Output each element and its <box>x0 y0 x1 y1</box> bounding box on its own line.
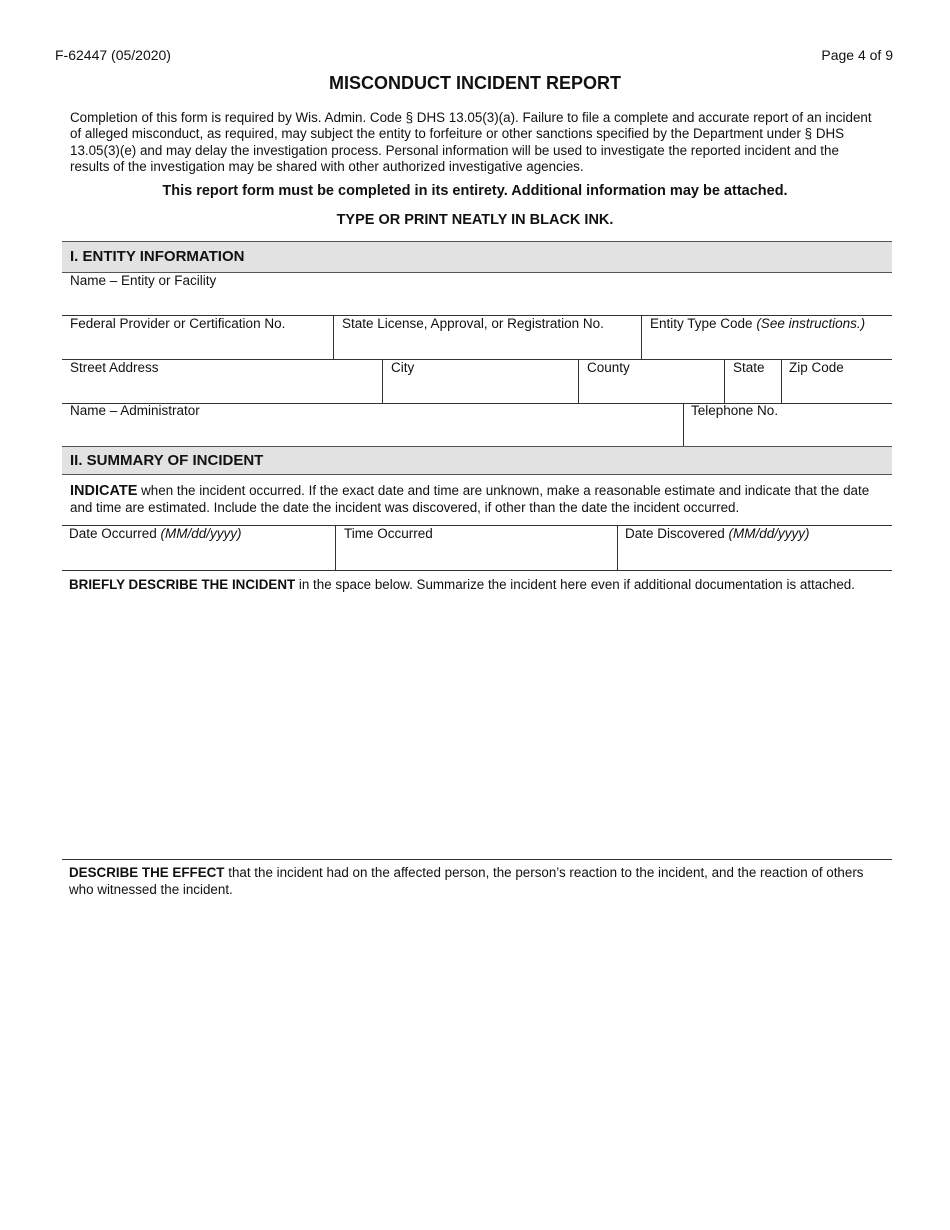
state-license-label: State License, Approval, or Registration No. <box>342 316 604 331</box>
street-address-field[interactable] <box>62 378 381 402</box>
divider <box>62 570 892 571</box>
state-label: State <box>733 360 765 375</box>
page-number: Page 4 of 9 <box>821 47 893 63</box>
state-field[interactable] <box>725 378 780 402</box>
divider <box>62 859 892 860</box>
telephone-field[interactable] <box>684 421 892 445</box>
zip-code-field[interactable] <box>782 378 892 402</box>
county-label: County <box>587 360 630 375</box>
county-field[interactable] <box>579 378 723 402</box>
entity-type-code-field[interactable] <box>642 334 892 358</box>
state-license-field[interactable] <box>334 334 640 358</box>
entity-name-field[interactable] <box>62 290 892 314</box>
completion-notice: This report form must be completed in its entirety. Additional information may be attached. <box>162 183 788 199</box>
administrator-label: Name – Administrator <box>70 403 200 418</box>
date-discovered-text: Date Discovered <box>625 526 729 541</box>
time-occurred-label: Time Occurred <box>344 526 433 541</box>
describe-lead: BRIEFLY DESCRIBE THE INCIDENT <box>69 577 296 592</box>
date-occurred-format: (MM/dd/yyyy) <box>160 526 242 541</box>
section-summary-header: II. SUMMARY OF INCIDENT <box>62 446 892 475</box>
indicate-instructions <box>70 483 885 516</box>
describe-incident-instructions <box>69 577 899 594</box>
indicate-lead: INDICATE <box>70 483 138 499</box>
date-occurred-text: Date Occurred <box>69 526 161 541</box>
street-address-label: Street Address <box>70 360 159 375</box>
incident-description-field[interactable] <box>62 598 892 856</box>
effect-text: that the incident had on the affected person, the person’s reaction to the incident, and the reaction of others who witnessed the incident. <box>69 865 864 897</box>
describe-effect-instructions <box>69 865 881 898</box>
entity-type-code-label <box>650 316 865 331</box>
entity-name-label: Name – Entity or Facility <box>70 273 217 288</box>
form-id: F-62447 (05/2020) <box>55 47 171 63</box>
time-occurred-field[interactable] <box>336 545 616 569</box>
city-field[interactable] <box>383 378 577 402</box>
date-occurred-label <box>69 526 242 541</box>
ink-notice: TYPE OR PRINT NEATLY IN BLACK INK. <box>336 212 614 228</box>
entity-type-code-text: Entity Type Code <box>650 316 757 331</box>
administrator-field[interactable] <box>62 421 682 445</box>
date-discovered-label <box>625 526 810 541</box>
date-discovered-field[interactable] <box>618 545 892 569</box>
page-title: MISCONDUCT INCIDENT REPORT <box>329 73 621 93</box>
divider <box>62 359 892 360</box>
describe-text: in the space below. Summarize the incident here even if additional documentation is attached. <box>295 577 855 592</box>
date-discovered-format: (MM/dd/yyyy) <box>728 526 810 541</box>
effect-description-field[interactable] <box>62 902 892 1202</box>
entity-type-code-note: (See instructions.) <box>756 316 866 331</box>
intro-paragraph: Completion of this form is required by Wis. Admin. Code § DHS 13.05(3)(a). Failure to file a complete and accurate report of an incident of alleged misconduct, as required, may subject the entity to forfeiture or other sanctions specified by the Department under § DHS 13.05(3)(e) and may delay the investigation process. Personal information will be used to investigate the reported incident and the results of the investigation may be shared with other authorized investigative agencies. <box>70 110 872 174</box>
federal-provider-label: Federal Provider or Certification No. <box>70 316 286 331</box>
federal-provider-field[interactable] <box>62 334 332 358</box>
section-entity-information-header: I. ENTITY INFORMATION <box>62 241 892 273</box>
effect-lead: DESCRIBE THE EFFECT <box>69 865 225 880</box>
indicate-text: when the incident occurred. If the exact date and time are unknown, make a reasonable estimate and indicate that the date and time are estimated. Include the date the incident was discovered, if other than the date the incident occurred. <box>70 483 870 515</box>
city-label: City <box>391 360 415 375</box>
date-occurred-field[interactable] <box>62 545 334 569</box>
telephone-label: Telephone No. <box>691 403 779 418</box>
zip-code-label: Zip Code <box>789 360 844 375</box>
